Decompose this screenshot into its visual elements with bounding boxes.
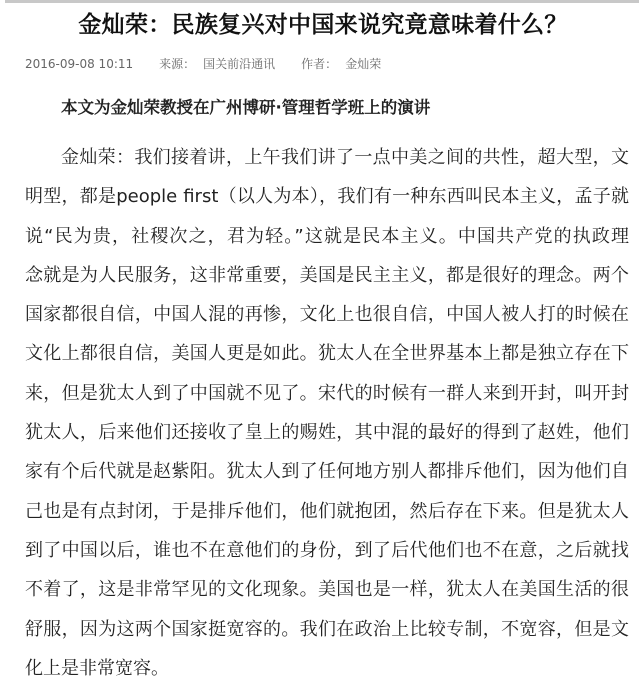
body-line: 家有个后代就是赵紫阳。犹太人到了任何地方别人都排斥他们，因为他们自 <box>25 461 629 483</box>
body-line: 明型，都是people first（以人为本），我们有一种东西叫民本主义，孟子就 <box>25 186 629 208</box>
source-value[interactable]: 国关前沿通讯 <box>203 57 276 71</box>
body-line: 己也是有点封闭，于是排斥他们，他们就抱团，然后存在下来。但是犹太人 <box>25 500 629 522</box>
source-label: 来源： <box>159 57 196 71</box>
article-subtitle: 本文为金灿荣教授在广州博研·管理哲学班上的演讲 <box>61 98 431 117</box>
publish-date: 2016-09-08 10:11 <box>25 57 134 71</box>
article-title: 金灿荣：民族复兴对中国来说究竟意味着什么？ <box>78 11 568 38</box>
body-line: 不着了，这是非常罕见的文化现象。美国也是一样，犹太人在美国生活的很 <box>25 579 629 601</box>
author-value: 金灿荣 <box>345 57 382 71</box>
body-line: 说“民为贵，社稷次之，君为轻。”这就是民本主义。中国共产党的执政理 <box>25 225 629 247</box>
body-line: 舒服，因为这两个国家挺宽容的。我们在政治上比较专制，不宽容，但是文 <box>25 618 629 640</box>
author-label: 作者： <box>301 57 338 71</box>
article-body <box>25 138 629 688</box>
body-line: 国家都很自信，中国人混的再惨，文化上也很自信，中国人被人打的时候在 <box>25 304 629 326</box>
body-line: 文化上都很自信，美国人更是如此。犹太人在全世界基本上都是独立存在下 <box>25 343 629 365</box>
body-line: 犹太人，后来他们还接收了皇上的赐姓，其中混的最好的得到了赵姓，他们 <box>25 422 629 444</box>
body-line: 化上是非常宽容。 <box>25 657 169 679</box>
body-line: 念就是为人民服务，这非常重要，美国是民主主义，都是很好的理念。两个 <box>25 264 629 286</box>
article-meta <box>25 56 381 72</box>
top-divider-bar <box>5 0 639 3</box>
body-line: 来，但是犹太人到了中国就不见了。宋代的时候有一群人来到开封，叫开封 <box>25 382 629 404</box>
body-line: 到了中国以后，谁也不在意他们的身份，到了后代他们也不在意，之后就找 <box>25 539 629 561</box>
body-line: 金灿荣：我们接着讲，上午我们讲了一点中美之间的共性，超大型，文 <box>61 147 629 168</box>
